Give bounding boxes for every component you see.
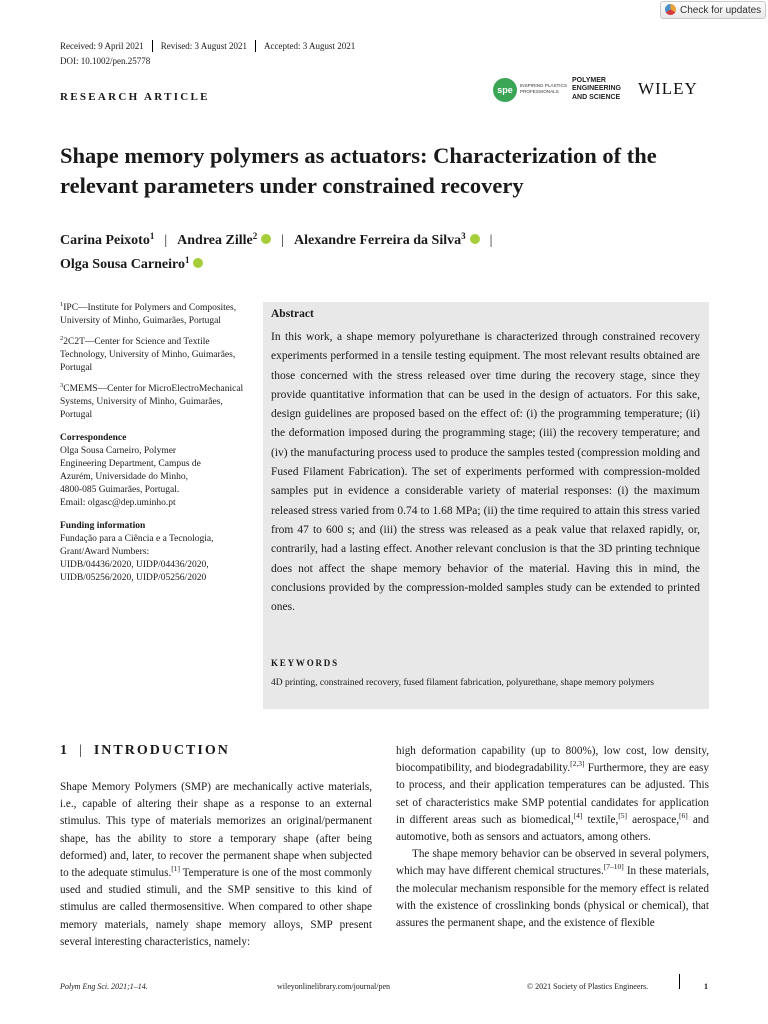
- article-dates: [60, 40, 355, 52]
- received-date: Received: 9 April 2021: [60, 41, 144, 51]
- separator: |: [489, 233, 493, 248]
- paragraph: The shape memory behavior can be observed in several polymers, which may have different chemical structures.[7–10] In these materials, the molecular mechanism responsible for the memory effect is related with the existence of crosslinking bonds (physical or chemical), that assures the permanent shape, and the existence of flexible: [396, 848, 709, 930]
- citation[interactable]: [1]: [171, 864, 180, 874]
- affiliation: $^2$2C2T—Center for Science and Textile Technology, University of Minho, Guimarães, Portugal: [60, 334, 236, 373]
- funding-line: Grant/Award Numbers:: [60, 547, 150, 557]
- journal-logo: POLYMER ENGINEERING AND SCIENCE: [572, 77, 622, 101]
- divider: [255, 40, 256, 52]
- body-column-left: [60, 779, 372, 951]
- abstract-heading: Abstract: [271, 308, 314, 320]
- author[interactable]: Alexandre Ferreira da Silva$^3$: [294, 231, 466, 248]
- author[interactable]: Olga Sousa Carneiro$^1$: [60, 255, 190, 272]
- footer-copyright: © 2021 Society of Plastics Engineers.: [527, 982, 649, 991]
- footer-citation: Polym Eng Sci. 2021;1–14.: [60, 982, 148, 991]
- author[interactable]: Carina Peixoto$^1$: [60, 231, 155, 248]
- section-heading: 1 | INTRODUCTION: [60, 743, 230, 758]
- check-updates-label: Check for updates: [680, 5, 762, 16]
- article-title: Shape memory polymers as actuators: Characterization of the relevant parameters under constrained recovery: [60, 143, 657, 198]
- funding-line: UIDB/04436/2020, UIDP/04436/2020,: [60, 560, 209, 570]
- paragraph: Shape Memory Polymers (SMP) are mechanically active materials, i.e., capable of altering their shape as a response to an external stimulus. This type of materials memorizes an original/permanent shape, has the ability to store a temporary shape (after being deformed) and, later, to recover the permanent shape when subjected to the adequate stimulus.[1] Temperature is one of the most commonly used and studied stimuli, and the SMP sensitive to this kind of stimulus are called thermosensitive. When compared to other shape memory materials, namely shape memory alloys, SMP present several interesting characteristics, namely:: [60, 781, 372, 948]
- correspondence-line: Engineering Department, Campus de: [60, 459, 201, 469]
- spe-tagline: INSPIRING PLASTICS PROFESSIONALS: [520, 83, 567, 94]
- author-list: [60, 229, 700, 277]
- keywords-text: 4D printing, constrained recovery, fused filament fabrication, polyurethane, shape memory polymers: [271, 678, 654, 688]
- funding-line: Fundação para a Ciência e a Tecnologia,: [60, 534, 214, 544]
- accepted-date: Accepted: 3 August 2021: [264, 41, 356, 51]
- citation[interactable]: [5]: [618, 810, 628, 820]
- citation[interactable]: [6]: [679, 810, 688, 820]
- correspondence-heading: Correspondence: [60, 433, 127, 443]
- correspondence-line: Olga Sousa Carneiro, Polymer: [60, 446, 177, 456]
- revised-date: Revised: 3 August 2021: [160, 41, 247, 51]
- orcid-icon[interactable]: [470, 234, 480, 244]
- author[interactable]: Andrea Zille$^2$: [177, 231, 258, 248]
- citation[interactable]: [4]: [573, 810, 583, 820]
- correspondence-line: Azurém, Universidade do Minho,: [60, 472, 188, 482]
- correspondence-line: 4800-085 Guimarães, Portugal.: [60, 485, 180, 495]
- doi[interactable]: DOI: 10.1002/pen.25778: [60, 56, 151, 66]
- citation[interactable]: [2,3]: [570, 759, 585, 769]
- spe-logo: spe: [493, 78, 517, 102]
- funding-heading: Funding information: [60, 521, 146, 531]
- affiliations-column: [60, 302, 255, 585]
- page-number: 1: [704, 982, 708, 991]
- affiliation: $^1$IPC—Institute for Polymers and Composites, University of Minho, Guimarães, Portugal: [60, 300, 237, 326]
- separator: |: [281, 233, 285, 248]
- paragraph: high deformation capability (up to 800%), low cost, low density, biocompatibility, and biodegradability.[2,3] Furthermore, they are easy to process, and their application temperatures can be adjusted. This set of characteristics make SMP potential candidates for application in different areas such as biomedical,[4] textile,[5] aerospace,[6] and automotive, both as sensors and actuators, among others.: [396, 745, 709, 844]
- affiliation: $^3$CMEMS—Center for MicroElectroMechanical Systems, University of Minho, Guimarães, Portugal: [60, 381, 244, 420]
- footer-url[interactable]: wileyonlinelibrary.com/journal/pen: [277, 982, 391, 991]
- orcid-icon[interactable]: [261, 234, 271, 244]
- citation[interactable]: [7–10]: [603, 862, 624, 872]
- publisher-logo: WILEY: [638, 79, 698, 98]
- body-column-right: [396, 743, 709, 932]
- funding-line: UIDB/05256/2020, UIDP/05256/2020: [60, 573, 207, 583]
- divider: [679, 974, 680, 989]
- keywords-heading: KEYWORDS: [271, 658, 339, 668]
- separator: |: [164, 233, 168, 248]
- divider: [152, 40, 153, 52]
- article-type: RESEARCH ARTICLE: [60, 91, 210, 103]
- orcid-icon[interactable]: [193, 258, 203, 268]
- abstract-text: In this work, a shape memory polyurethane is characterized through constrained recovery experiments performed in a tensile testing equipment. The most relevant results obtained are those concerned with the stress released over time during the recovery stage, since they provide quantitative information that can be used in the design of actuators. For this sake, design guidelines are proposed based on the effect of: (i) the programming temperature; (ii) the deformation imposed during the programming stage; (iii) the recovery temperature; and (iv) the manufacturing process used to produce the samples tested (compression molding and Fused Filament Fabrication). The set of experiments performed with compression-molded samples put in evidence a considerable variety of material responses: (i) the maximum released stress varied from 0.74 to 1.68 MPa; (ii) the time required to attain this stress varied from 47 to 600 s; and (iii) the stress was released as a peak value that relaxed rapidly, or, contrarily, had a lasting effect. Another relevant conclusion is that the 3D printing technique does not affect the shape memory behavior of the material. Having this in mind, the conclusions provided by the compression-molded samples study can be extended to printed ones.: [271, 331, 700, 614]
- correspondence-email[interactable]: Email: olgasc@dep.uminho.pt: [60, 498, 176, 508]
- crossmark-icon: [665, 4, 676, 15]
- check-for-updates-button[interactable]: [660, 1, 766, 19]
